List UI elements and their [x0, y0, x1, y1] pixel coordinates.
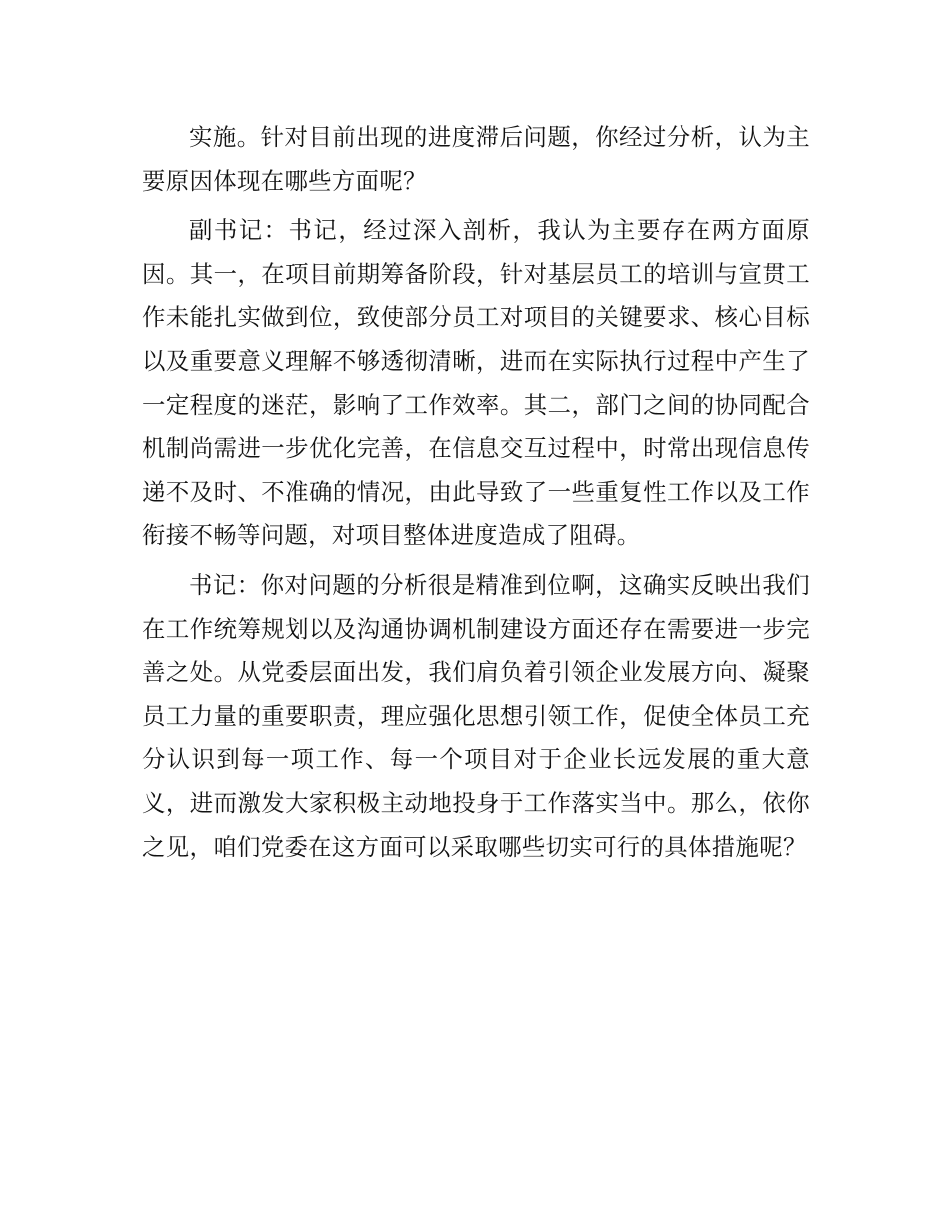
paragraph-question-continuation: 实施。针对目前出现的进度滞后问题，你经过分析，认为主要原因体现在哪些方面呢？ [142, 123, 810, 195]
paragraph-deputy-secretary-reply: 副书记：书记，经过深入剖析，我认为主要存在两方面原因。其一，在项目前期筹备阶段，针对基层员工的培训与宣贯工作未能扎实做到位，致使部分员工对项目的关键要求、核心目标以及重要意义理解不够透彻清晰，进而在实际执行过程中产生了一定程度的迷茫，影响了工作效率。其二，部门之间的协同配合机制尚需进一步优化完善，在信息交互过程中，时常出现信息传递不及时、不准确的情况，由此导致了一些重复性工作以及工作衔接不畅等问题，对项目整体进度造成了阻碍。 [142, 216, 810, 550]
paragraph-secretary-response: 书记：你对问题的分析很是精准到位啊，这确实反映出我们在工作统筹规划以及沟通协调机制建设方面还存在需要进一步完善之处。从党委层面出发，我们肩负着引领企业发展方向、凝聚员工力量的重要职责，理应强化思想引领工作，促使全体员工充分认识到每一项工作、每一个项目对于企业长远发展的重大意义，进而激发大家积极主动地投身于工作落实当中。那么，依你之见，咱们党委在这方面可以采取哪些切实可行的具体措施呢？ [142, 570, 810, 861]
document-page [142, 116, 810, 875]
